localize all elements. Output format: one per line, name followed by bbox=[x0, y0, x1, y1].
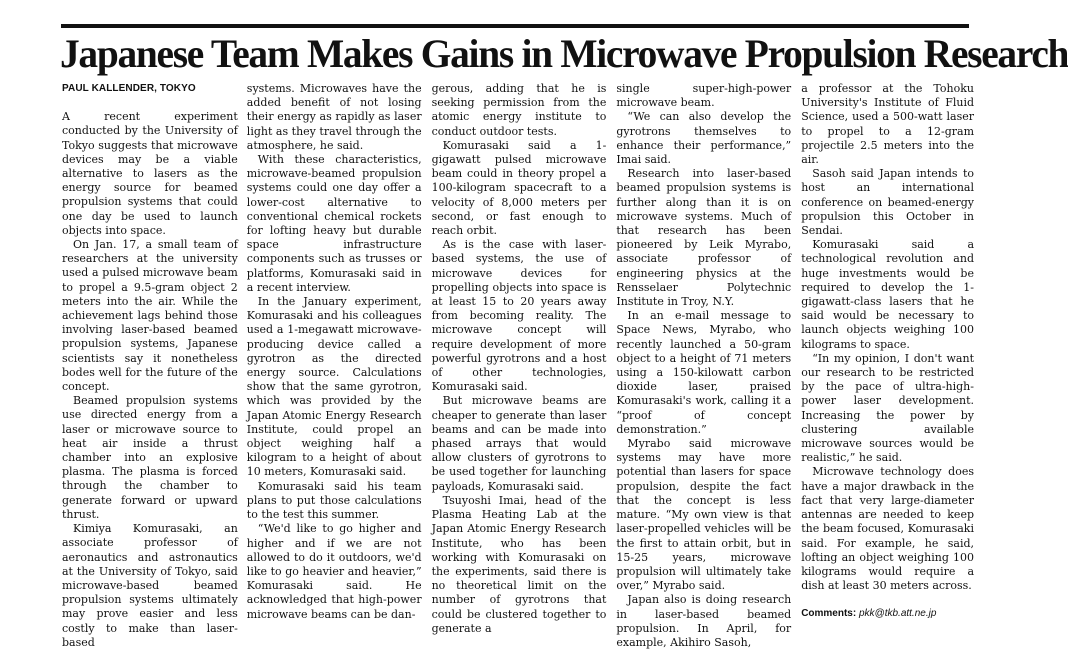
paragraph: single super-high-power microwave beam. bbox=[616, 82, 792, 110]
paragraph: gerous, adding that he is seeking permission from the atomic energy institute to conduct outdoor tests. bbox=[431, 82, 607, 138]
paragraph: In an e-mail message to Space News, Myrabo, who recently launched a 50-gram object to a height of 71 meters using a 150-kilowatt carbon dioxide laser, praised Komurasaki's work, calling it a “proof of concept demonstration.” bbox=[616, 309, 792, 436]
paragraph: Komurasaki said a technological revolution and huge investments would be required to develop the 1-gigawatt-class lasers that he said would be necessary to launch objects weighing 100 kilograms to space. bbox=[801, 238, 974, 351]
paragraph: With these characteristics, microwave-beamed propulsion systems could one day offer a lower-cost alternative to conventional chemical rockets for lofting heavy but durable space infrastructure components such as trusses or platforms, Komurasaki said in a recent interview. bbox=[246, 153, 422, 294]
paragraph: As is the case with laser-based systems, the use of microwave devices for propelling objects into space is at least 15 to 20 years away from becoming reality. The microwave concept will require development of more powerful gyrotrons and a host of other technologies, Komurasaki said. bbox=[431, 238, 607, 394]
paragraph: Research into laser-based beamed propulsion systems is further along than it is on microwave systems. Much of that research has been pioneered by Leik Myrabo, associate professor of engineering physics at the Rensselaer Polytechnic Institute in Troy, N.Y. bbox=[616, 167, 792, 309]
top-rule bbox=[61, 24, 969, 28]
paragraph: a professor at the Tohoku University's Institute of Fluid Science, used a 500-watt laser to propel to a 12-gram projectile 2.5 meters into the air. bbox=[801, 82, 974, 167]
paragraph: On Jan. 17, a small team of researchers at the university used a pulsed microwave beam to propel a 9.5-gram object 2 meters into the air. While the achievement lags behind those involving laser-based beamed propulsion systems, Japanese scientists say it nonetheless bodes well for the future of the concept. bbox=[62, 238, 238, 394]
paragraph: A recent experiment conducted by the University of Tokyo suggests that microwave devices may be a viable alternative to lasers as the energy source for beamed propulsion systems that could one day be used to launch objects into space. bbox=[62, 110, 238, 237]
paragraph: Kimiya Komurasaki, an associate professor of aeronautics and astronautics at the University of Tokyo, said microwave-based beamed propulsion systems ultimately may prove easier and less costly to make than laser-based bbox=[62, 522, 238, 649]
paragraph: systems. Microwaves have the added benefit of not losing their energy as rapidly as laser light as they travel through the atmosphere, he said. bbox=[246, 82, 422, 152]
paragraph: In the January experiment, Komurasaki and his colleagues used a 1-megawatt microwave-producing device called a gyrotron as the directed energy source. Calculations show that the same gyrotron, which was provided by the Japan Atomic Energy Research Institute, could propel an object weighing half a kilogram to a height of about 10 meters, Komurasaki said. bbox=[246, 295, 422, 479]
column-5 bbox=[801, 82, 974, 620]
paragraph: Microwave technology does have a major drawback in the fact that very large-diameter antennas are needed to keep the beam focused, Komurasaki said. For example, he said, lofting an object weighing 100 kilograms would require a dish at least 30 meters across. bbox=[801, 465, 974, 593]
paragraph: “In my opinion, I don't want our research to be restricted by the pace of ultra-high-power laser development. Increasing the power by clustering available microwave sources would be realistic,” he said. bbox=[801, 351, 974, 465]
paragraph: Komurasaki said his team plans to put those calculations to the test this summer. bbox=[246, 479, 422, 522]
article-body bbox=[62, 82, 974, 649]
paragraph: Beamed propulsion systems use directed energy from a laser or microwave source to heat air inside a thrust chamber into an explosive plasma. The plasma is forced through the chamber to generate forward or upward thrust. bbox=[62, 394, 238, 521]
paragraph: Tsuyoshi Imai, head of the Plasma Heating Lab at the Japan Atomic Energy Research Institute, who has been working with Komurasaki on the experiments, said there is no theoretical limit on the number of gyrotrons that could be clustered together to generate a bbox=[431, 493, 607, 635]
column-4 bbox=[616, 82, 792, 649]
paragraph: Komurasaki said a 1-gigawatt pulsed microwave beam could in theory propel a 100-kilogram spacecraft to a velocity of 8,000 meters per second, or fast enough to reach orbit. bbox=[431, 138, 607, 238]
paragraph: Sasoh said Japan intends to host an international conference on beamed-energy propulsion this October in Sendai. bbox=[801, 167, 974, 238]
paragraph: “We can also develop the gyrotrons themselves to enhance their performance,” Imai said. bbox=[616, 110, 792, 167]
column-3 bbox=[431, 82, 607, 635]
byline: PAUL KALLENDER, TOKYO bbox=[62, 83, 196, 94]
paragraph: But microwave beams are cheaper to generate than laser beams and can be made into phased arrays that would allow clusters of gyrotrons to be used together for launching payloads, Komurasaki said. bbox=[431, 394, 607, 493]
column-2 bbox=[246, 82, 422, 621]
column-1 bbox=[62, 82, 238, 649]
paragraph: “We'd like to go higher and higher and if we are not allowed to do it outdoors, we'd like to go heavier and heavier,” Komurasaki said. He acknowledged that high-power microwave beams can be dan- bbox=[246, 522, 422, 621]
paragraph: Japan also is doing research in laser-based beamed propulsion. In April, for example, Akihiro Sasoh, bbox=[616, 593, 792, 649]
comments-label: Comments: bbox=[801, 608, 857, 620]
comments-email: pkk@tkb.att.ne.jp bbox=[858, 608, 937, 620]
comments-line bbox=[801, 607, 974, 621]
headline: Japanese Team Makes Gains in Microwave Propulsion Research bbox=[60, 31, 1068, 76]
paragraph: Myrabo said microwave systems may have more potential than lasers for space propulsion, despite the fact that the concept is less mature. “My own view is that laser-propelled vehicles will be the first to attain orbit, but in 15-25 years, microwave propulsion will ultimately take over,” Myrabo said. bbox=[616, 437, 792, 593]
